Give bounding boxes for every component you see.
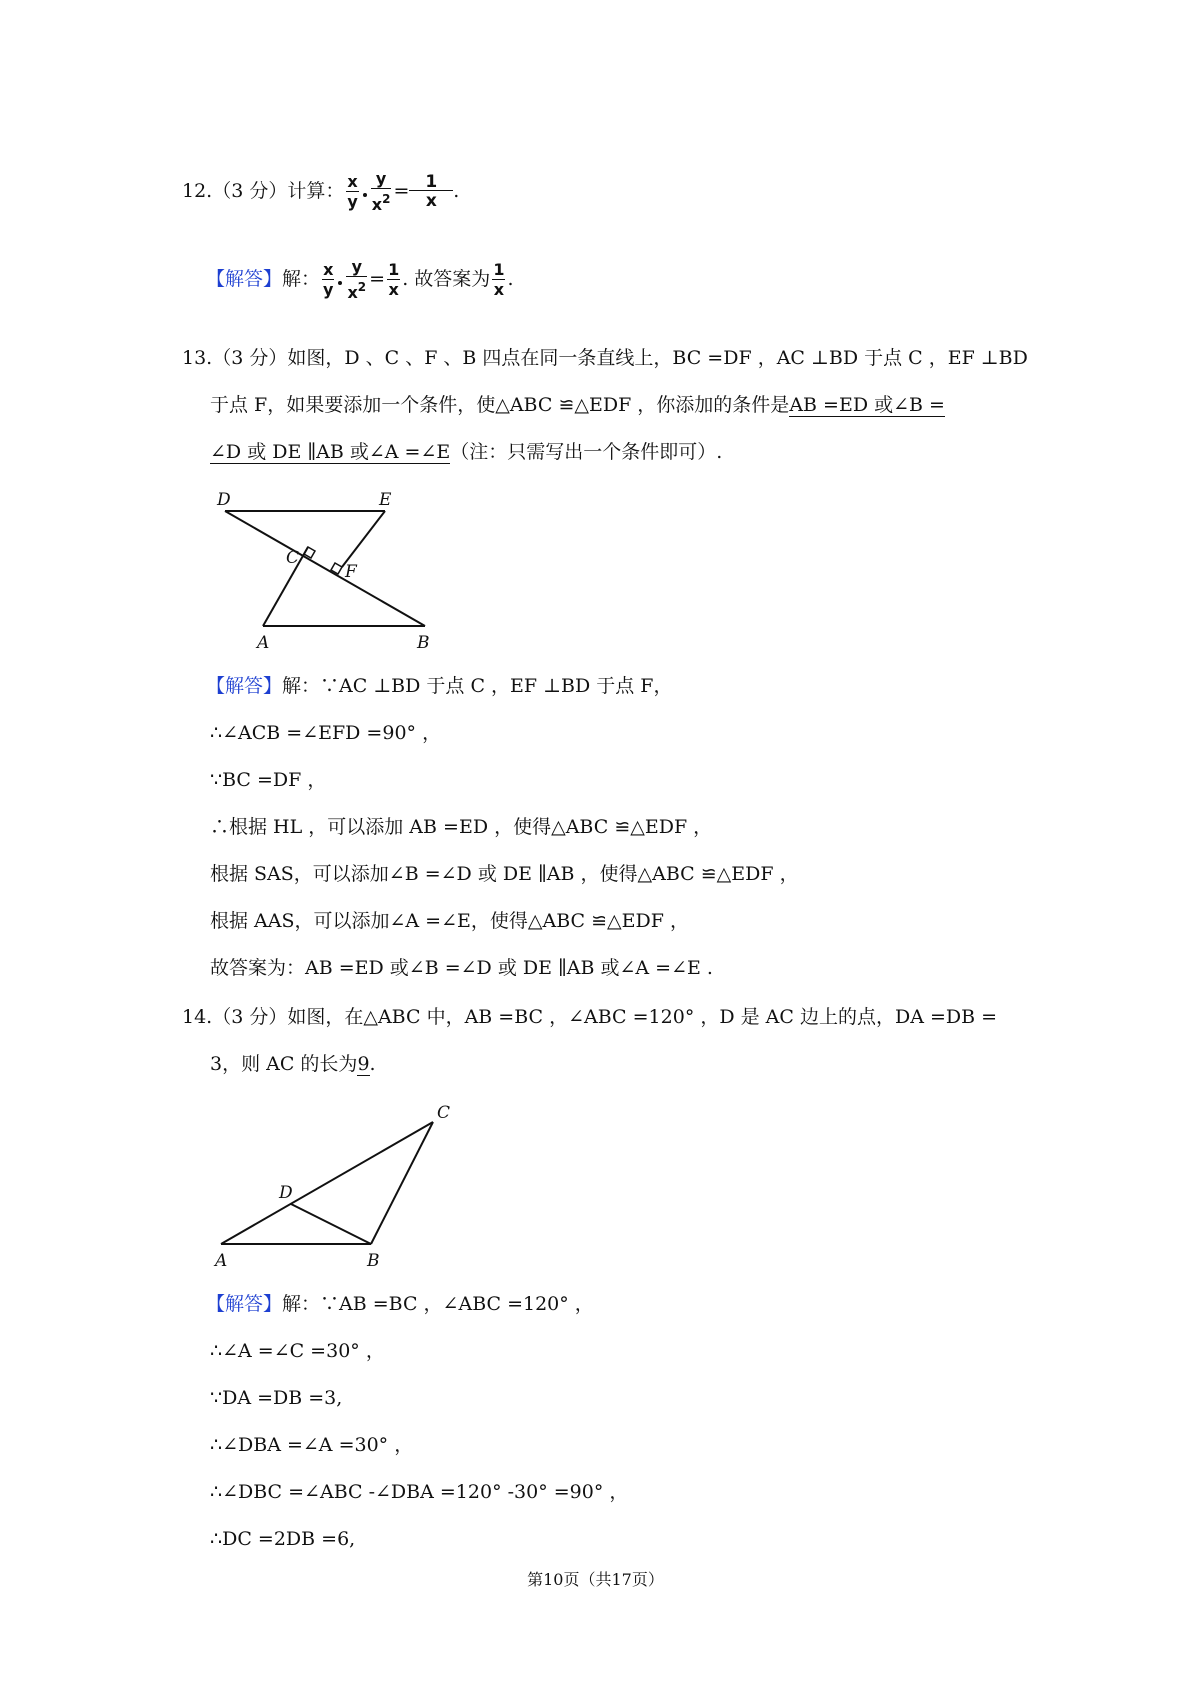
answer-tag: 【解答】 bbox=[206, 1293, 283, 1315]
a14-line-3: ∵DA =DB =3, bbox=[210, 1387, 343, 1409]
a13-line-6: 根据 AAS，可以添加∠A =∠E，使得△ABC ≌△EDF ， bbox=[210, 910, 689, 932]
a12-fraction-y-over-x2: $\frac{y}{x^2}$ bbox=[347, 256, 367, 302]
a14-line-1: 【解答】解：∵AB =BC ，∠ABC =120° ， bbox=[206, 1293, 594, 1315]
a13-line-2: ∴∠ACB =∠EFD =90° ， bbox=[210, 722, 442, 744]
a14-line-6: ∴DC =2DB =6, bbox=[210, 1528, 356, 1550]
q13-answer-blank-part2: ∠D 或 DE ∥AB 或∠A =∠E bbox=[210, 441, 451, 463]
answer-tag: 【解答】 bbox=[206, 268, 283, 290]
a13-line-5: 根据 SAS，可以添加∠B =∠D 或 DE ∥AB ，使得△ABC ≌△EDF ， bbox=[210, 863, 799, 885]
a13-line-7: 故答案为：AB =ED 或∠B =∠D 或 DE ∥AB 或∠A =∠E . bbox=[210, 957, 713, 979]
fig13-label-f: F bbox=[345, 562, 357, 582]
q13-line-2: 于点 F，如果要添加一个条件，使△ABC ≌△EDF ，你添加的条件是AB =ED 或∠B = bbox=[210, 394, 945, 416]
multiply-dot-icon bbox=[337, 258, 343, 302]
fig13-label-b: B bbox=[417, 633, 430, 653]
a12-result-fraction: $\frac{1}{x}$ bbox=[388, 259, 400, 299]
q12-equals: = bbox=[393, 180, 410, 202]
q14-line-1: 14.（3 分）如图，在△ABC 中，AB =BC ，∠ABC =120° ，D 是 AC 边上的点，DA =DB = bbox=[182, 1006, 998, 1028]
figure-14-diagram bbox=[205, 1098, 465, 1273]
fig14-label-b: B bbox=[367, 1251, 380, 1271]
answer-tag: 【解答】 bbox=[206, 675, 283, 697]
a13-line-1: 【解答】解：∵AC ⊥BD 于点 C ，EF ⊥BD 于点 F， bbox=[206, 675, 673, 697]
q12-prefix: 12.（3 分）计算： bbox=[182, 180, 345, 202]
fig14-label-a: A bbox=[215, 1251, 228, 1271]
fig13-label-a: A bbox=[257, 633, 270, 653]
fig13-label-e: E bbox=[379, 490, 392, 510]
q14-answer-blank: 9 bbox=[357, 1053, 370, 1075]
page-footer: 第10页（共17页） bbox=[527, 1570, 664, 1589]
q13-answer-blank-part1: AB =ED 或∠B = bbox=[789, 394, 945, 416]
a12-line: 【解答】解： $\frac{x}{y}$ $\frac{y}{x^2}$ = $\frac{1}{x}$ . 故答案为 $\frac{1}{x}$ . bbox=[206, 256, 514, 302]
q14-line-2: 3，则 AC 的长为9. bbox=[210, 1053, 376, 1075]
figure-13-diagram bbox=[205, 488, 445, 653]
q12-line: 12.（3 分）计算： $\frac{x}{y}$ $\frac{y}{x^2}$ = $\frac{1}{x}$ . bbox=[182, 168, 460, 214]
q12-answer-blank: $\frac{1}{x}$ bbox=[409, 173, 453, 211]
fig14-label-d: D bbox=[279, 1183, 293, 1203]
multiply-dot-icon bbox=[362, 170, 368, 214]
q13-line-1: 13.（3 分）如图，D 、C 、F 、B 四点在同一条直线上，BC =DF ，AC ⊥BD 于点 C ，EF ⊥BD bbox=[182, 347, 1028, 369]
fig14-label-c: C bbox=[437, 1103, 451, 1123]
a13-line-3: ∵BC =DF ， bbox=[210, 769, 327, 791]
a14-line-2: ∴∠A =∠C =30° ， bbox=[210, 1340, 385, 1362]
a13-line-4: ∴根据 HL ，可以添加 AB =ED ，使得△ABC ≌△EDF ， bbox=[210, 816, 713, 838]
q12-fraction-y-over-x2: $\frac{y}{x^2}$ bbox=[371, 168, 391, 214]
fig13-label-d: D bbox=[217, 490, 231, 510]
a14-line-4: ∴∠DBA =∠A =30° ， bbox=[210, 1434, 414, 1456]
q13-line-3: ∠D 或 DE ∥AB 或∠A =∠E（注：只需写出一个条件即可）. bbox=[210, 441, 723, 463]
q12-fraction-x-over-y: $\frac{x}{y}$ bbox=[347, 171, 358, 211]
a12-final-fraction: $\frac{1}{x}$ bbox=[493, 259, 505, 299]
fig13-label-c: C bbox=[286, 548, 300, 568]
a14-line-5: ∴∠DBC =∠ABC -∠DBA =120° -30° =90° ， bbox=[210, 1481, 629, 1503]
a12-fraction-x-over-y: $\frac{x}{y}$ bbox=[323, 259, 334, 299]
